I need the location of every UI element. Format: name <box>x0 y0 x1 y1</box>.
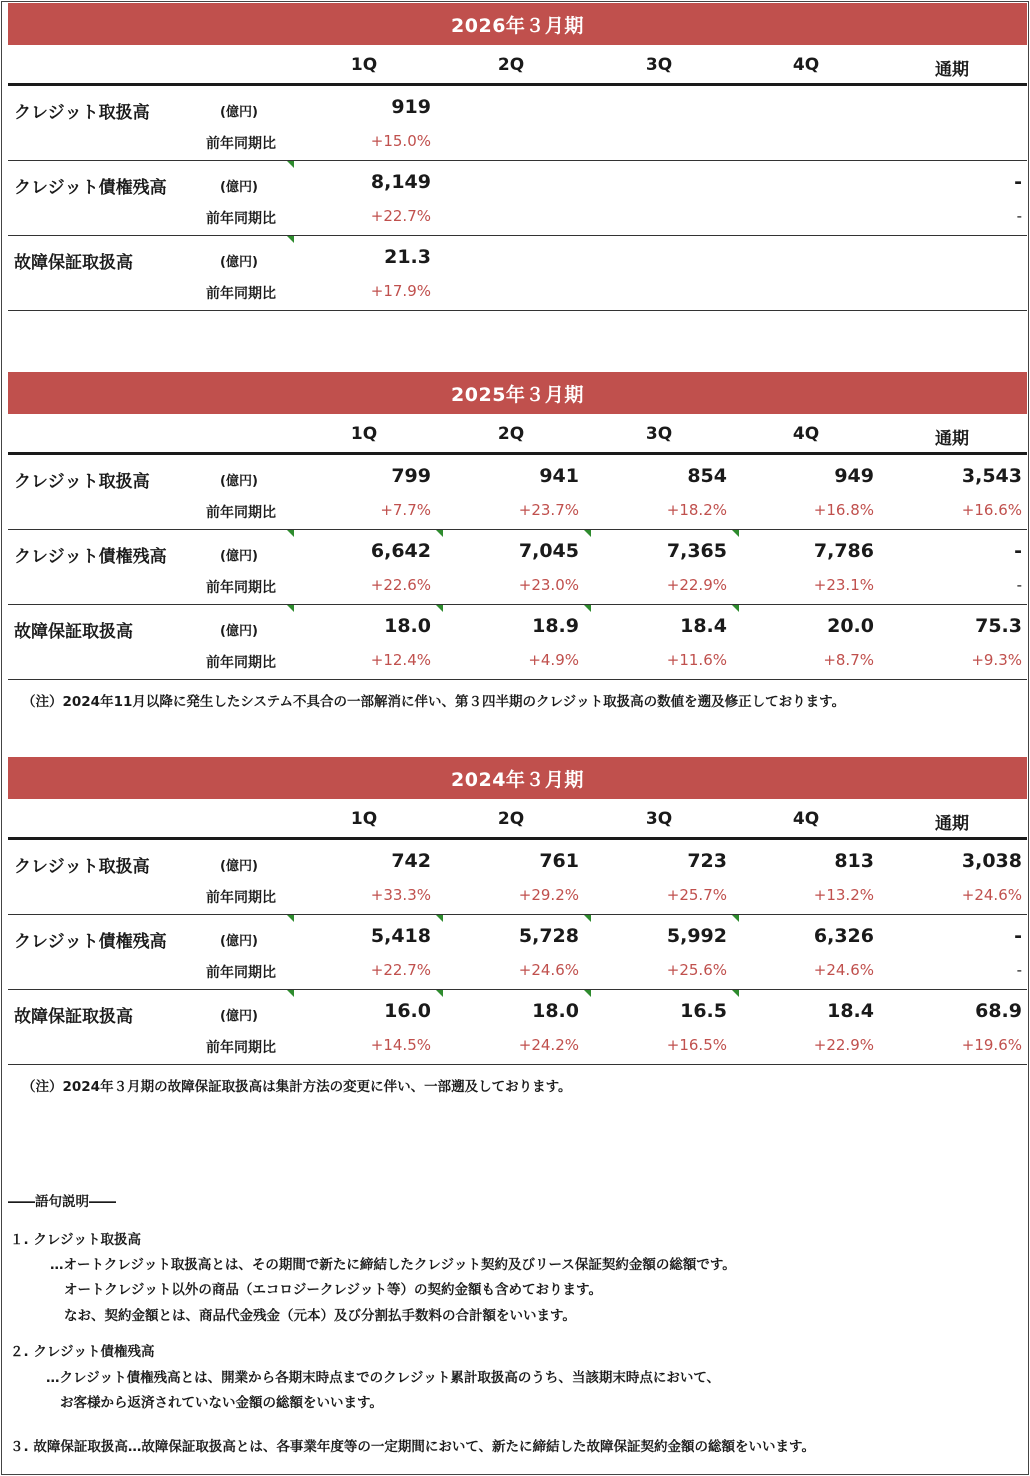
column-header-row <box>8 45 1027 86</box>
cell-comment-marker <box>732 605 739 612</box>
metric-value: - <box>1014 171 1022 193</box>
metric-label: 故障保証取扱高 <box>14 253 133 273</box>
metric-value: 799 <box>391 465 431 487</box>
metric-row-group <box>8 236 1027 311</box>
metric-value: 21.3 <box>384 246 431 268</box>
cell-comment-marker <box>584 915 591 922</box>
yoy-label: 前年同期比 <box>206 211 276 227</box>
metric-value: 8,149 <box>370 171 431 193</box>
unit-label: (億円) <box>220 474 258 489</box>
cell-comment-marker <box>584 990 591 997</box>
metric-value: 7,045 <box>518 540 579 562</box>
column-header: 通期 <box>935 429 969 449</box>
metric-value: 68.9 <box>975 1000 1022 1022</box>
yoy-value: +22.6% <box>370 576 431 594</box>
yoy-value: +8.7% <box>823 651 874 669</box>
cell-comment-marker <box>584 530 591 537</box>
metric-row-group <box>8 530 1027 605</box>
metric-label: クレジット取扱高 <box>14 103 150 123</box>
metric-value: 919 <box>391 96 431 118</box>
metric-value: 742 <box>391 850 431 872</box>
metric-row-group <box>8 605 1027 680</box>
yoy-value: +19.6% <box>961 1036 1022 1054</box>
column-header: 4Q <box>792 55 820 75</box>
yoy-value: +22.9% <box>666 576 727 594</box>
metric-row-group <box>8 161 1027 236</box>
column-header: 4Q <box>792 809 820 829</box>
section-title: 2026年３月期 <box>8 3 1027 45</box>
metric-label: クレジット債権残高 <box>14 547 167 567</box>
metric-value: 18.9 <box>532 615 579 637</box>
unit-label: (億円) <box>220 624 258 639</box>
metric-label: 故障保証取扱高 <box>14 622 133 642</box>
yoy-value: +14.5% <box>370 1036 431 1054</box>
yoy-value: +13.2% <box>813 886 874 904</box>
metric-value: 3,038 <box>961 850 1022 872</box>
yoy-value: +16.6% <box>961 501 1022 519</box>
glossary-line: …オートクレジット取扱高とは、その期間で新たに締結したクレジット契約及びリース保証契約金額の総額です。 <box>50 1257 736 1273</box>
metric-value: 949 <box>834 465 874 487</box>
column-header: 1Q <box>350 424 378 444</box>
yoy-value: +16.5% <box>666 1036 727 1054</box>
metric-value: - <box>1014 540 1022 562</box>
yoy-value: - <box>1016 576 1022 594</box>
yoy-label: 前年同期比 <box>206 136 276 152</box>
yoy-label: 前年同期比 <box>206 580 276 596</box>
footnote: （注）2024年11月以降に発生したシステム不具合の一部解消に伴い、第３四半期のクレジット取扱高の数値を遡及修正しております。 <box>22 694 846 710</box>
metric-value: 20.0 <box>827 615 874 637</box>
metric-value: 5,728 <box>518 925 579 947</box>
column-header-row <box>8 414 1027 455</box>
metric-label: クレジット取扱高 <box>14 472 150 492</box>
metric-value: 941 <box>539 465 579 487</box>
column-header: 1Q <box>350 809 378 829</box>
yoy-label: 前年同期比 <box>206 655 276 671</box>
metric-value: 7,786 <box>813 540 874 562</box>
yoy-label: 前年同期比 <box>206 890 276 906</box>
metric-value: 5,992 <box>666 925 727 947</box>
yoy-value: +24.2% <box>518 1036 579 1054</box>
metric-label: クレジット取扱高 <box>14 857 150 877</box>
yoy-value: +22.7% <box>370 207 431 225</box>
metric-value: - <box>1014 925 1022 947</box>
metric-value: 854 <box>687 465 727 487</box>
column-header: 3Q <box>645 809 673 829</box>
metric-value: 761 <box>539 850 579 872</box>
yoy-value: +15.0% <box>370 132 431 150</box>
yoy-label: 前年同期比 <box>206 965 276 981</box>
cell-comment-marker <box>287 236 294 243</box>
unit-label: (億円) <box>220 549 258 564</box>
metric-value: 16.5 <box>680 1000 727 1022</box>
metric-label: 故障保証取扱高 <box>14 1007 133 1027</box>
cell-comment-marker <box>732 915 739 922</box>
yoy-value: +18.2% <box>666 501 727 519</box>
yoy-value: +9.3% <box>971 651 1022 669</box>
yoy-value: +4.9% <box>528 651 579 669</box>
column-header: 2Q <box>497 55 525 75</box>
unit-label: (億円) <box>220 859 258 874</box>
unit-label: (億円) <box>220 255 258 270</box>
yoy-value: +25.6% <box>666 961 727 979</box>
metric-value: 6,642 <box>370 540 431 562</box>
glossary-line: オートクレジット以外の商品（エコロジークレジット等）の契約金額も含めております。 <box>64 1282 602 1298</box>
fiscal-year-section <box>8 372 1027 710</box>
column-header: 通期 <box>935 814 969 834</box>
glossary-line: お客様から返済されていない金額の総額をいいます。 <box>60 1395 383 1411</box>
yoy-value: +12.4% <box>370 651 431 669</box>
metric-value: 6,326 <box>813 925 874 947</box>
yoy-value: - <box>1016 961 1022 979</box>
fiscal-year-section <box>8 757 1027 1095</box>
fiscal-year-section <box>8 3 1027 311</box>
column-header: 通期 <box>935 60 969 80</box>
metric-value: 7,365 <box>666 540 727 562</box>
section-title: 2025年３月期 <box>8 372 1027 414</box>
column-header: 1Q <box>350 55 378 75</box>
metric-label: クレジット債権残高 <box>14 932 167 952</box>
yoy-label: 前年同期比 <box>206 286 276 302</box>
footnote: （注）2024年３月期の故障保証取扱高は集計方法の変更に伴い、一部遡及しております。 <box>22 1079 572 1095</box>
glossary-line: …クレジット債権残高とは、開業から各期末時点までのクレジット累計取扱高のうち、当該期末時点において、 <box>46 1370 721 1386</box>
metric-value: 16.0 <box>384 1000 431 1022</box>
unit-label: (億円) <box>220 105 258 120</box>
yoy-value: +7.7% <box>380 501 431 519</box>
yoy-value: +24.6% <box>961 886 1022 904</box>
column-header: 3Q <box>645 424 673 444</box>
metric-value: 75.3 <box>975 615 1022 637</box>
yoy-value: - <box>1016 207 1022 225</box>
metric-value: 813 <box>834 850 874 872</box>
cell-comment-marker <box>436 605 443 612</box>
column-header: 4Q <box>792 424 820 444</box>
section-title: 2024年３月期 <box>8 757 1027 799</box>
yoy-value: +24.6% <box>518 961 579 979</box>
unit-label: (億円) <box>220 180 258 195</box>
yoy-value: +29.2% <box>518 886 579 904</box>
cell-comment-marker <box>287 161 294 168</box>
yoy-value: +22.9% <box>813 1036 874 1054</box>
metric-value: 18.4 <box>680 615 727 637</box>
column-header: 3Q <box>645 55 673 75</box>
metric-row-group <box>8 915 1027 990</box>
cell-comment-marker <box>287 605 294 612</box>
column-header: 2Q <box>497 424 525 444</box>
yoy-label: 前年同期比 <box>206 1040 276 1056</box>
metric-value: 723 <box>687 850 727 872</box>
column-header-row <box>8 799 1027 840</box>
metric-value: 18.0 <box>532 1000 579 1022</box>
metric-row-group <box>8 990 1027 1065</box>
yoy-value: +11.6% <box>666 651 727 669</box>
yoy-label: 前年同期比 <box>206 505 276 521</box>
yoy-value: +33.3% <box>370 886 431 904</box>
metric-value: 5,418 <box>370 925 431 947</box>
glossary-heading: ――語句説明―― <box>8 1194 116 1210</box>
unit-label: (億円) <box>220 1009 258 1024</box>
metric-label: クレジット債権残高 <box>14 178 167 198</box>
yoy-value: +24.6% <box>813 961 874 979</box>
cell-comment-marker <box>584 605 591 612</box>
cell-comment-marker <box>436 530 443 537</box>
metric-value: 18.4 <box>827 1000 874 1022</box>
cell-comment-marker <box>436 990 443 997</box>
glossary-line: ３. 故障保証取扱高…故障保証取扱高とは、各事業年度等の一定期間において、新たに締結した故障保証契約金額の総額をいいます。 <box>10 1439 815 1455</box>
metric-row-group <box>8 455 1027 530</box>
yoy-value: +16.8% <box>813 501 874 519</box>
yoy-value: +23.1% <box>813 576 874 594</box>
yoy-value: +17.9% <box>370 282 431 300</box>
glossary-line: ２. クレジット債権残高 <box>10 1344 155 1360</box>
column-header: 2Q <box>497 809 525 829</box>
yoy-value: +23.7% <box>518 501 579 519</box>
yoy-value: +22.7% <box>370 961 431 979</box>
glossary-line: １. クレジット取扱高 <box>10 1232 141 1248</box>
cell-comment-marker <box>287 530 294 537</box>
cell-comment-marker <box>287 915 294 922</box>
yoy-value: +25.7% <box>666 886 727 904</box>
cell-comment-marker <box>732 530 739 537</box>
unit-label: (億円) <box>220 934 258 949</box>
yoy-value: +23.0% <box>518 576 579 594</box>
cell-comment-marker <box>287 990 294 997</box>
cell-comment-marker <box>732 990 739 997</box>
metric-row-group <box>8 86 1027 161</box>
cell-comment-marker <box>436 915 443 922</box>
metric-value: 3,543 <box>961 465 1022 487</box>
glossary-line: なお、契約金額とは、商品代金残金（元本）及び分割払手数料の合計額をいいます。 <box>64 1308 576 1324</box>
metric-value: 18.0 <box>384 615 431 637</box>
metric-row-group <box>8 840 1027 915</box>
